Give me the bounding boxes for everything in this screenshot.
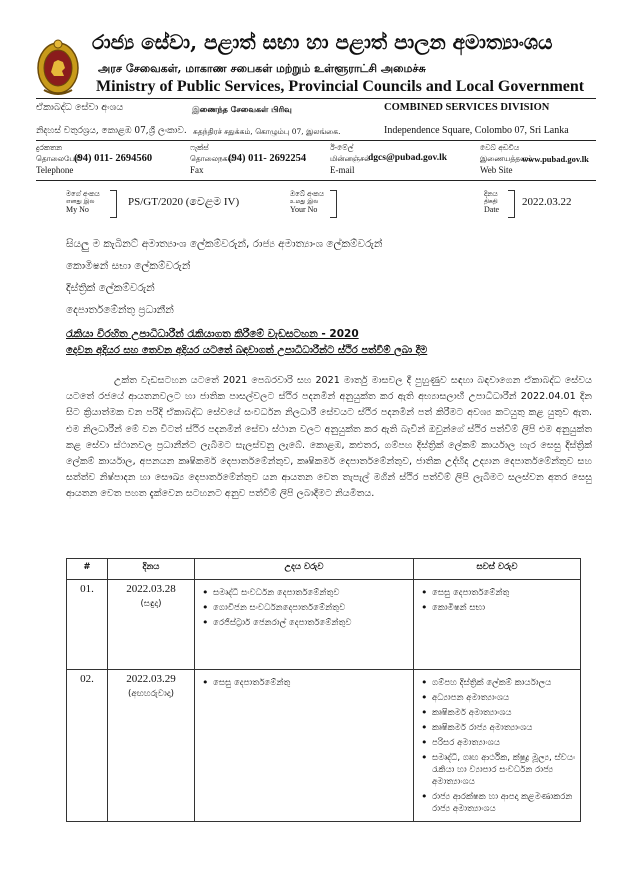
evening-list (418, 587, 576, 614)
subject-line-1: රැකියා විරහිත උපාධිධාරීන් රැකියාගත කිරීමේ වැඩසටහන - 2020 (66, 328, 359, 340)
header-number: # (67, 559, 108, 580)
your-no-label-sinhala: ඔබේ අංකය (290, 190, 324, 198)
date-bracket (508, 190, 515, 218)
website-label-english: Web Site (480, 165, 513, 175)
my-no-label-english: My No (66, 205, 89, 214)
my-no-value: PS/GT/2020 (වෙළම IV) (128, 196, 240, 208)
row-number: 02. (80, 673, 94, 685)
my-no-label-tamil: எனது இல (66, 198, 95, 205)
list-item: • කොමිෂන් සභා (432, 602, 576, 614)
sri-lanka-emblem-icon (36, 38, 80, 96)
list-item: • කෘෂිකර්ම අමාත්‍යාංශය (432, 707, 576, 719)
address-divider (36, 140, 596, 141)
row-number: 01. (80, 583, 94, 595)
ministry-title-sinhala: රාජ්‍ය සේවා, පළාත් සභා හා පළාත් පාලන අමාත්‍යාංශය (92, 30, 553, 54)
addressee-line: දිස්ත්‍රික් ලේකම්වරුන් (66, 282, 155, 294)
list-item: • පරිසර අමාත්‍යාංශය (432, 737, 576, 749)
email-value[interactable]: dgcs@pubad.gov.lk (368, 153, 448, 163)
my-no-labels (66, 190, 100, 214)
list-item: • රාජ්‍ය ආරක්ෂක හා ආපදා කළමණාකරන රාජ්‍ය අමාත්‍යාංශය (432, 791, 576, 815)
header-evening: සවස් වරුව (414, 559, 581, 580)
ministry-title-tamil: அரச சேவைகள், மாகாண சபைகள் மற்றும் உள்ளூராட்சி அமைச்சு (98, 62, 426, 75)
fax-label-tamil: தொலைநகல் (190, 154, 234, 163)
evening-list (418, 677, 576, 815)
email-label-english: E-mail (330, 165, 355, 175)
morning-list (199, 587, 409, 629)
list-item: • අධ්‍යාපන අමාත්‍යාංශය (432, 692, 576, 704)
fax-label-english: Fax (190, 165, 204, 175)
list-item: • රෙජිස්ට්‍රාර් ජෙනරාල් දෙපාර්තමේන්තුව (213, 617, 409, 629)
fax-value: (94) 011- 2692254 (228, 153, 307, 164)
your-no-labels (290, 190, 324, 214)
contact-divider (36, 180, 596, 181)
telephone-label-english: Telephone (36, 165, 74, 175)
date-value: 2022.03.22 (522, 196, 572, 208)
telephone-value: (94) 011- 2694560 (74, 153, 153, 164)
website-value[interactable]: www.pubad.gov.lk (522, 154, 589, 164)
addressee-line: සියලු ම කැබිනට් අමාත්‍යාංශ ලේකම්වරුන්, රාජ්‍ය අමාත්‍යාංශ ලේකම්වරුන් (66, 238, 383, 250)
table-header-row (67, 559, 581, 580)
header-divider (36, 98, 596, 99)
address-english: Independence Square, Colombo 07, Sri Lanka (384, 125, 569, 136)
website-label-tamil: இணையத்தளம் (480, 154, 533, 163)
row-date: 2022.03.28 (126, 583, 176, 595)
table-row (67, 670, 581, 822)
row-day: (අඟහරුවාදා) (128, 689, 174, 699)
header-date: දිනය (108, 559, 195, 580)
row-day: (සඳුදා) (140, 599, 162, 609)
my-no-bracket (110, 190, 117, 218)
date-label-tamil: திகதி (484, 198, 498, 205)
division-sinhala: ඒකාබද්ධ සේවා අංශය (36, 102, 124, 113)
list-item: • සෙසු දෙපාර්තමේන්තු (213, 677, 409, 689)
website-label-sinhala: වෙබ් අඩවිය (480, 143, 520, 152)
list-item: • සමෘද්ධි සංවර්ධන දෙපාර්තමේන්තුව (213, 587, 409, 599)
list-item: • සෙසු දෙපාර්තමේන්තු (432, 587, 576, 599)
list-item: • ගම්පහ දිස්ත්‍රික් ලේකම් කාර්යාලය (432, 677, 576, 689)
list-item: • ගොවිජන සංවර්ධනදෙපාර්තමේන්තුව (213, 602, 409, 614)
letter-body: උක්ත වැඩසටහන යටතේ 2021 පෙබරවාරි සහ 2021 මාර්තු මාසවල දී පුහුණුව සඳහා බඳවාගෙන ඒකාබද්ධ සේවය යටතේ රජයේ ආයතනවලට හා ජාතික පාසල්වලට ස්ථිර පදනමින් අනුයුක්ත කර ඇති අභ්‍යාසලාභී උපාධිධාරීන් 2022.04.01 දින සිට ක්‍රියාත්මක වන පරිදි ඒකාබද්ධ සේවයේ සංවර්ධන නිලධාරී සේවයට ස්ථිර පදනමින් පත් කිරීමට අවශ්‍ය කටයුතු කළ යුතුව ඇත. එම නිලධාරීන් මේ වන විටත් ස්ථිර පදනමින් සේවා ස්ථාන වලට අනුයුක්ත කර ඇති බැවින් ඔවුන්ගේ ස්ථිර පත්වීම් ලිපි එම අනුයුක්ත කළ සේවා ස්ථානවල ප්‍රධානීන්ට ලැබීමට සැලස්වනු ලැබේ. කොළඹ, කළුතර, ගම්පහ දිස්ත්‍රික් ලේකම් කාර්යාල හැර සෙසු දිස්ත්‍රික් ලේකම් කාර්යාල, අපනයන කෘෂිකර්ම දෙපාර්තමේන්තුව, කෘෂිකර්ම දෙපාර්තමේන්තුව, ජාතික උද්භිද උද්‍යාන දෙපාර්තමේන්තුව සහ සත්ත්ව නිෂ්පාදන හා සෞඛ්‍ය දෙපාර්තමේන්තුව යන ආයතන වෙත තැපැල් මගින් ස්ථිර පත්වීම් ලිපි ලැබීමට සලස්වන අතර සෙසු ආයතන වෙත පහත දැක්වෙන සටහනට අනුව පත්වීම් ලිපි ලබාදීමට නියමිතය. (66, 375, 592, 500)
subject-line-2: දෙවන අදියර සහ තෙවන අදියර යටතේ බඳවාගත් උපාධිධාරීන්ට ස්ථිර පත්වීම් ලබා දීම (66, 345, 428, 356)
telephone-label-sinhala: දුරකතන (36, 143, 63, 152)
address-tamil: சுதந்திரச் சதுக்கம், கொழும்பு 07, இலங்கை. (193, 127, 341, 136)
email-label-sinhala: ඊ-මේල් (330, 143, 354, 152)
telephone-label-tamil: தொலைபேசி (36, 154, 81, 163)
list-item: • සමෘද්ධි, ගෘහ ආර්ථික, ක්ෂුද්‍ර මූල්‍ය, ස්වයං රැකියා හා ව්‍යාපාර සංවර්ධන රාජ්‍ය අමාත්‍යාංශය (432, 752, 576, 788)
your-no-bracket (330, 190, 337, 218)
email-label-tamil: மின்னஞ்சல் (330, 154, 371, 163)
your-no-label-english: Your No (290, 205, 318, 214)
row-date: 2022.03.29 (126, 673, 176, 685)
address-sinhala: නිදහස් චතුරශ්‍රය, කොළඹ 07,ශ්‍රී ලංකාව. (36, 126, 187, 136)
morning-list (199, 677, 409, 689)
date-label-english: Date (484, 205, 500, 214)
date-labels (484, 190, 499, 214)
schedule-table (66, 558, 581, 822)
division-english: COMBINED SERVICES DIVISION (384, 102, 550, 113)
your-no-label-tamil: உமது இல (290, 198, 319, 205)
addressee-line: කොමිෂන් සභා ලේකම්වරුන් (66, 260, 191, 272)
date-label-sinhala: දිනය (484, 190, 498, 198)
division-tamil: இணைந்த சேவைகள் பிரிவு (192, 104, 292, 114)
addressee-line: දෙපාර්තමේන්තු ප්‍රධානීන් (66, 304, 174, 316)
ministry-title-english: Ministry of Public Services, Provincial Councils and Local Government (96, 78, 585, 95)
my-no-label-sinhala: මගේ අංකය (66, 190, 100, 198)
header-morning: උදය වරුව (195, 559, 414, 580)
list-item: • කෘෂිකර්ම රාජ්‍ය අමාත්‍යාංශය (432, 722, 576, 734)
fax-label-sinhala: ෆැක්ස් (190, 143, 209, 152)
table-row (67, 580, 581, 670)
